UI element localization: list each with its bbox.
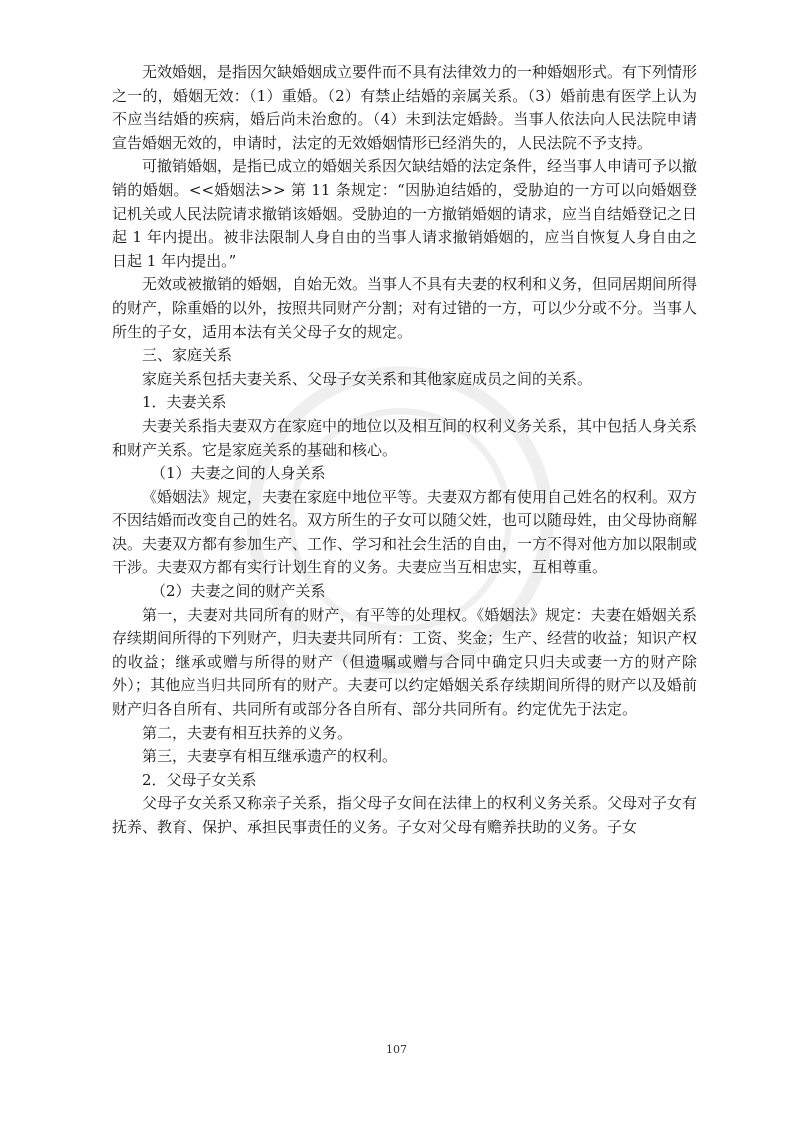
paragraph: 第一，夫妻对共同所有的财产，有平等的处理权。《婚姻法》规定：夫妻在婚姻关系存续期间所得的下列财产，归夫妻共同所有：工资、奖金；生产、经营的收益；知识产权的收益；继承或赠与所得的财产（但遗嘱或赠与合同中确定只归夫或妻一方的财产除外）；其他应当归共同所有的财产。夫妻可以约定婚姻关系存续期间所得的财产以及婚前财产归各自所有、共同所有或部分各自所有、部分共同所有。约定优先于法定。 [112,605,698,719]
paragraph: 三、家庭关系 [142,346,233,365]
paragraph: 2．父母子女关系 [142,770,257,789]
paragraph: 无效或被撤销的婚姻，自始无效。当事人不具有夫妻的权利和义务，但同居期间所得的财产，除重婚的以外，按照共同财产分割；对有过错的一方，可以少分或不分。当事人所生的子女，适用本法有关父母子女的规定。 [112,275,698,341]
paragraph: 父母子女关系又称亲子关系，指父母子女间在法律上的权利义务关系。父母对子女有抚养、教育、保护、承担民事责任的义务。子女对父母有赡养扶助的义务。子女 [112,794,698,836]
paragraph: 无效婚姻，是指因欠缺婚姻成立要件而不具有法律效力的一种婚姻形式。有下列情形之一的，婚姻无效：（1）重婚。（2）有禁止结婚的亲属关系。（3）婚前患有医学上认为不应当结婚的疾病，婚后尚未治愈的。（4）未到法定婚龄。当事人依法向人民法院申请宣告婚姻无效的，申请时，法定的无效婚姻情形已经消失的，人民法院不予支持。 [112,63,698,152]
page-number: 107 [386,1043,407,1056]
paragraph: 可撤销婚姻，是指已成立的婚姻关系因欠缺结婚的法定条件，经当事人申请可予以撤销的婚姻。<<婚姻法>> 第 11 条规定：“因胁迫结婚的，受胁迫的一方可以向婚姻登记机关或人民法院请求撤销该婚姻。受胁迫的一方撤销婚姻的请求，应当自结婚登记之日起 1 年内提出。被非法限制人身自由的当事人请求撤销婚姻的，应当自恢复人身自由之日起 1 年内提出。” [112,157,698,270]
paragraph: 1．夫妻关系 [142,393,227,412]
paragraph: 《婚姻法》规定，夫妻在家庭中地位平等。夫妻双方都有使用自己姓名的权利。双方不因结婚而改变自己的姓名。双方所生的子女可以随父姓，也可以随母姓，由父母协商解决。夫妻双方都有参加生产、工作、学习和社会生活的自由，一方不得对他方加以限制或干涉。夫妻双方都有实行计划生育的义务。夫妻应当互相忠实，互相尊重。 [112,487,698,577]
body-text [112,61,697,840]
paragraph: 家庭关系包括夫妻关系、父母子女关系和其他家庭成员之间的关系。 [142,369,593,388]
paragraph: （1）夫妻之间的人身关系 [151,464,326,483]
paragraph: 第二，夫妻有相互扶养的义务。 [142,723,353,742]
paragraph: 第三，夫妻享有相互继承遗产的权利。 [142,747,398,766]
paragraph: 夫妻关系指夫妻双方在家庭中的地位以及相互间的权利义务关系，其中包括人身关系和财产关系。它是家庭关系的基础和核心。 [112,416,698,459]
paragraph: （2）夫妻之间的财产关系 [151,582,326,601]
